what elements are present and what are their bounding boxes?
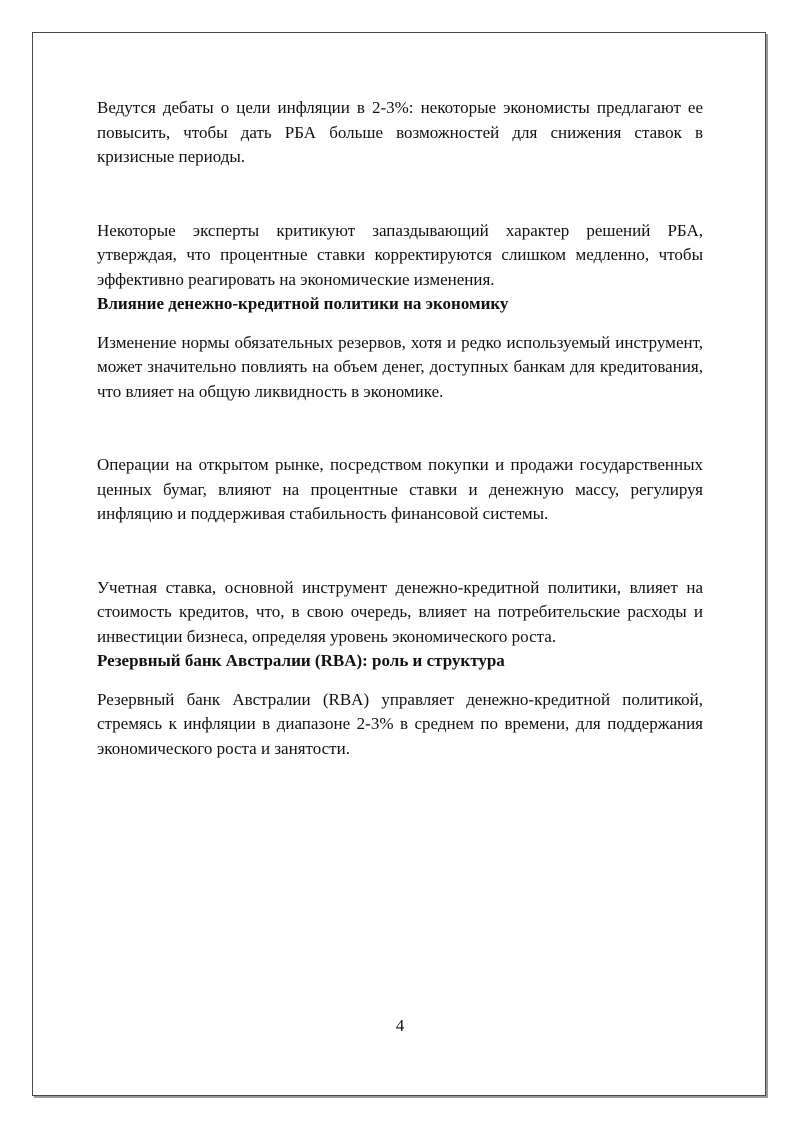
section-heading-monetary-policy-impact: Влияние денежно-кредитной политики на экономику [97,294,509,313]
section-heading-rba-role: Резервный банк Австралии (RBA): роль и структура [97,651,505,670]
paragraph-open-market-operations: Операции на открытом рынке, посредством покупки и продажи государственных ценных бумаг, влияют на процентные ставки и денежную массу, регулируя инфляцию и поддерживая стабильность финансовой системы. [97,455,703,523]
paragraph-reserve-requirements: Изменение нормы обязательных резервов, хотя и редко используемый инструмент, может значительно повлиять на объем денег, доступных банкам для кредитования, что влияет на общую ликвидность в экономике. [97,332,703,401]
paragraph-inflation-target-debate: Ведутся дебаты о цели инфляции в 2-3%: некоторые экономисты предлагают ее повысить, чтобы дать РБА больше возможностей для снижения ставок в кризисные периоды. [97,98,703,166]
paragraph-lagging-decisions: Некоторые эксперты критикуют запаздывающий характер решений РБА, утверждая, что процентные ставки корректируются слишком медленно, чтобы эффективно реагировать на экономические изменения. [97,220,703,289]
page-content [97,96,703,761]
paragraph-discount-rate: Учетная ставка, основной инструмент денежно-кредитной политики, влияет на стоимость кредитов, что, в свою очередь, влияет на потребительские расходы и инвестиции бизнеса, определяя уровень экономического роста. [97,577,703,646]
paragraph-rba-mandate: Резервный банк Австралии (RBA) управляет денежно-кредитной политикой, стремясь к инфляции в диапазоне 2-3% в среднем по времени, для поддержания экономического роста и занятости. [97,689,703,758]
page-number: 4 [395,1016,405,1035]
